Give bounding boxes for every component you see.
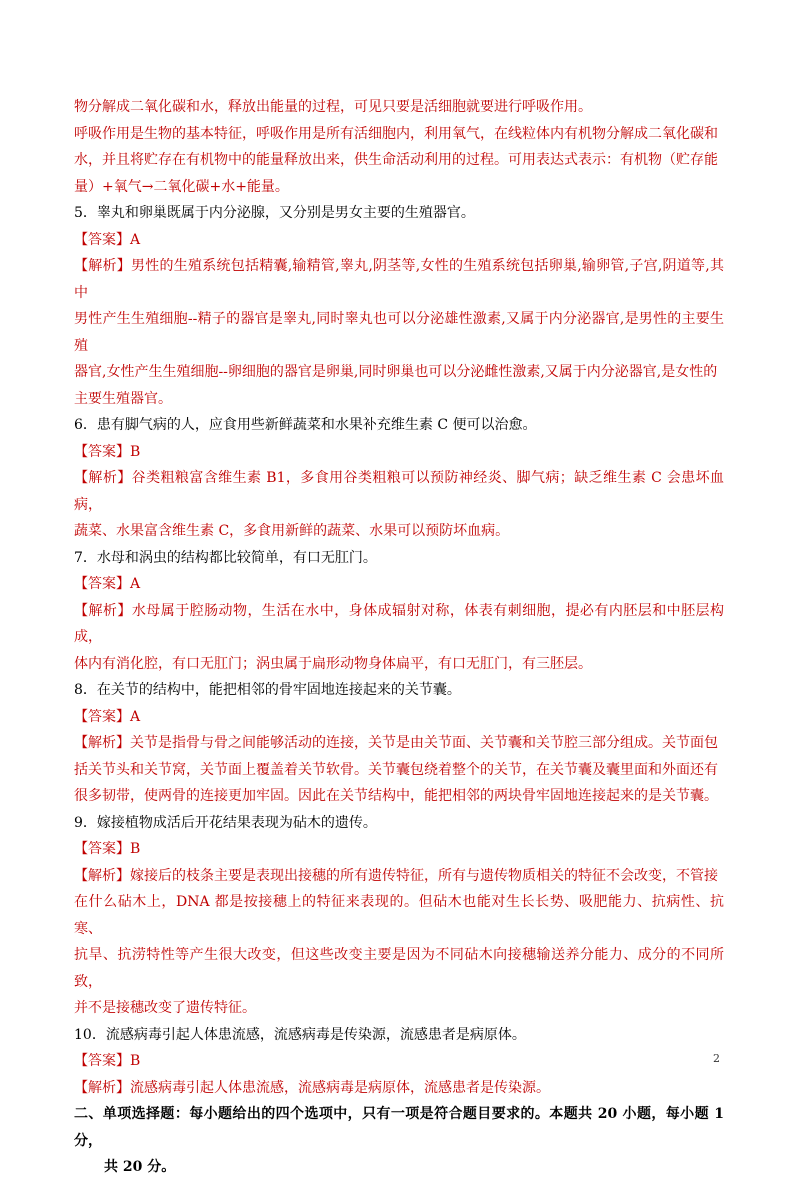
answer-line [74, 439, 724, 466]
analysis-text: 谷类粗粮富含维生素 B1，多食用谷类粗粮可以预防神经炎、脚气病；缺乏维生素 C 会患坏血病， [74, 470, 724, 513]
analysis-text: 水母属于腔肠动物，生活在水中，身体成辐射对称，体表有刺细胞，提必有内胚层和中胚层构成， [74, 602, 725, 645]
question-block [74, 412, 724, 545]
analysis-text: 关节是指骨与骨之间能够活动的连接，关节是由关节面、关节囊和关节腔三部分组成。关节面包 [130, 735, 718, 751]
intro-line: 呼吸作用是生物的基本特征，呼吸作用是所有活细胞内，利用氧气，在线粒体内有机物分解成二氧化碳和 [74, 125, 718, 142]
answer-value: B [130, 443, 141, 460]
analysis-line [74, 306, 724, 359]
analysis-text: 在什么砧木上，DNA 都是按接穗上的特征来表现的。但砧木也能对生长长势、吸肥能力、抗病性、抗寒、 [74, 894, 724, 937]
answer-value: B [130, 841, 141, 857]
document-body [74, 94, 724, 1181]
analysis-text: 流感病毒引起人体患流感，流感病毒是病原体，流感患者是传染源。 [130, 1079, 550, 1096]
analysis-line [74, 518, 724, 545]
question-block [74, 545, 724, 678]
question-list [74, 200, 724, 1101]
answer-value: B [130, 1053, 141, 1069]
analysis-text: 体内有消化腔，有口无肛门；涡虫属于扁形动物身体扁平，有口无肛门，有三胚层。 [74, 655, 592, 672]
analysis-line [74, 386, 724, 413]
analysis-line [74, 1075, 724, 1102]
analysis-text: 并不是接穗改变了遗传特征。 [74, 1000, 256, 1016]
analysis-line [74, 863, 724, 890]
analysis-text: 嫁接后的枝条主要是表现出接穗的所有遗传特征，所有与遗传物质相关的特征不会改变，不管接 [130, 867, 718, 884]
analysis-line [74, 465, 724, 518]
analysis-line [74, 889, 724, 942]
analysis-line [74, 995, 724, 1022]
analysis-line [74, 757, 724, 784]
analysis-label: 【解析】 [74, 470, 132, 486]
intro-line: 量）+氧气→二氧化碳+水+能量。 [74, 178, 289, 195]
answer-label: 【答案】 [74, 708, 130, 725]
answer-label: 【答案】 [74, 231, 130, 248]
analysis-text: 很多韧带，使两骨的连接更加牢固。因此在关节结构中，能把相邻的两块骨牢固地连接起来的是关节囊。 [74, 788, 718, 804]
analysis-text: 抗旱、抗涝特性等产生很大改变，但这些改变主要是因为不同砧木向接穗输送养分能力、成分的不同所致， [74, 947, 724, 990]
answer-line [74, 1048, 724, 1075]
question-stem: 5．睾丸和卵巢既属于内分泌腺，又分别是男女主要的生殖器官。 [74, 205, 475, 221]
analysis-label: 【解析】 [74, 602, 132, 619]
section-heading-line: 共 20 分。 [104, 1159, 176, 1175]
analysis-text: 蔬菜、水果富含维生素 C，多食用新鲜的蔬菜、水果可以预防坏血病。 [74, 523, 510, 539]
answer-value: A [130, 708, 141, 725]
section-heading [74, 1101, 724, 1181]
analysis-line [74, 651, 724, 678]
analysis-text: 男性产生生殖细胞--精子的器官是睾丸,同时睾丸也可以分泌雄性激素,又属于内分泌器官,是男性的主要生殖 [74, 311, 724, 354]
answer-value: A [130, 231, 141, 248]
question-stem: 10．流感病毒引起人体患流感，流感病毒是传染源，流感患者是病原体。 [74, 1026, 526, 1043]
analysis-line [74, 783, 724, 810]
analysis-text: 男性的生殖系统包括精囊,输精管,睾丸,阴茎等,女性的生殖系统包括卵巢,输卵管,子宫,阴道等,其中 [74, 258, 724, 301]
section-heading-line: 二、单项选择题：每小题给出的四个选项中，只有一项是符合题目要求的。本题共 20 小题，每小题 1 分， [74, 1106, 724, 1149]
answer-label: 【答案】 [74, 1053, 130, 1069]
question-block [74, 677, 724, 810]
analysis-text: 括关节头和关节窝，关节面上覆盖着关节软骨。关节囊包绕着整个的关节，在关节囊及囊里面和外面还有 [74, 761, 718, 778]
intro-line: 水，并且将贮存在有机物中的能量释放出来，供生命活动利用的过程。可用表达式表示：有机物（贮存能 [74, 152, 718, 168]
analysis-line [74, 359, 724, 386]
analysis-label: 【解析】 [74, 735, 130, 751]
answer-line [74, 571, 724, 598]
answer-line [74, 227, 724, 254]
analysis-label: 【解析】 [74, 258, 131, 274]
answer-label: 【答案】 [74, 841, 130, 857]
question-stem: 6．患有脚气病的人，应食用些新鲜蔬菜和水果补充维生素 C 便可以治愈。 [74, 417, 537, 433]
question-stem: 8．在关节的结构中，能把相邻的骨牢固地连接起来的关节囊。 [74, 682, 461, 698]
analysis-line [74, 598, 724, 651]
answer-value: A [130, 576, 141, 592]
answer-label: 【答案】 [74, 443, 130, 460]
intro-paragraph [74, 94, 724, 200]
question-block [74, 810, 724, 1022]
analysis-line [74, 942, 724, 995]
analysis-text: 主要生殖器官。 [74, 390, 172, 407]
answer-line [74, 704, 724, 731]
question-block [74, 200, 724, 412]
analysis-line [74, 730, 724, 757]
analysis-label: 【解析】 [74, 867, 130, 884]
question-block [74, 1022, 724, 1102]
question-stem: 9．嫁接植物成活后开花结果表现为砧木的遗传。 [74, 814, 377, 831]
answer-line [74, 836, 724, 863]
analysis-label: 【解析】 [74, 1079, 130, 1096]
analysis-text: 器官,女性产生生殖细胞--卵细胞的器官是卵巢,同时卵巢也可以分泌雌性激素,又属于内分泌器官,是女性的 [74, 364, 718, 380]
page-number: 2 [713, 1052, 720, 1065]
intro-line: 物分解成二氧化碳和水，释放出能量的过程，可见只要是活细胞就要进行呼吸作用。 [74, 99, 592, 115]
answer-label: 【答案】 [74, 576, 130, 592]
question-stem: 7．水母和涡虫的结构都比较简单，有口无肛门。 [74, 549, 377, 566]
analysis-line [74, 253, 724, 306]
